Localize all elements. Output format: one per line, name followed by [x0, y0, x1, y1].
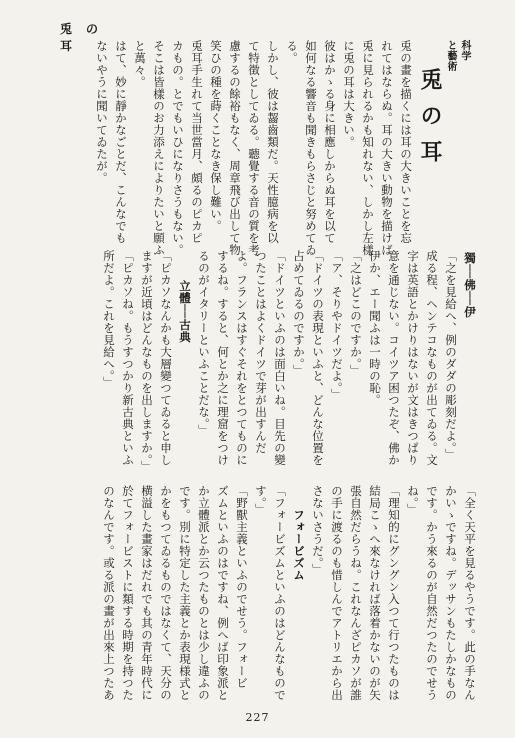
text-column: 「之はどこのですか。」: [349, 250, 363, 377]
page-number: 227: [245, 711, 270, 724]
section-label-2: と藝術: [445, 40, 456, 72]
text-column: と萬々。: [133, 40, 147, 88]
text-column: ますが近頃はどんなものを出しますか。」: [140, 250, 154, 473]
subheading-cubism-classic: 立體──古典: [178, 280, 192, 343]
article-title: 兎の耳: [417, 68, 443, 176]
text-column: 兎の畫を描くには耳の大きいことを忘: [399, 40, 413, 244]
subheading-fauvism: フォービズム: [292, 509, 306, 581]
text-column: す。」: [254, 485, 268, 516]
section-label: 科学: [459, 40, 470, 61]
text-column: 於てフォービストに類する時期を持つた: [121, 485, 135, 701]
text-column: 慮するの餘裕もなく、周章飛び出して物: [228, 40, 242, 256]
text-column: 如何なる響音も聞きもらさじと努めてゐ: [304, 40, 318, 256]
text-column: しかし、彼は齧齒類だ。天性臆病を以: [266, 40, 280, 244]
text-column: です。かう來るのが自然だつたのでせう: [425, 485, 439, 701]
text-column: よ。フランスはすぐそれをとつてものに: [235, 250, 249, 466]
text-column: そこは皆樣のお力添えによりたいと願ふ: [152, 40, 166, 256]
band-top: [0, 40, 515, 256]
band-top-columns: [88, 40, 470, 256]
text-column: 「フォービズムといふのはどんなもので: [273, 485, 287, 701]
text-column: 所だよ。これを見給へ。」: [102, 250, 116, 389]
text-column: ね。」: [406, 485, 420, 516]
text-column: するね。すると、何とか之に理窟をつけ: [216, 250, 230, 466]
text-column: かをもつてゐるものではなくて、天分の: [159, 485, 173, 701]
text-column: ズムといふのはですね、例へば印象派と: [216, 485, 230, 701]
text-column: 「之を見給へ、例のダダの彫刻だよ。」: [444, 250, 458, 461]
text-column: かいゝですね。デッサンもたしかなもの: [444, 485, 458, 701]
text-column: 字は英語とかけりはないが文はきつぱり: [406, 250, 420, 466]
text-column: 成る程、ヘンテコなものが出てゐる。文: [425, 250, 439, 466]
text-column: 兎に見られるかも知れない、しかし左樣: [361, 40, 375, 256]
text-column: る。: [285, 40, 299, 64]
text-column: れてはならぬ。耳の大きい動物を描けば: [380, 40, 394, 256]
text-column: 張自然だらうね。これなんざピカソが誰: [349, 485, 363, 701]
text-column: 「ア、そりやドイツだよ。」: [330, 250, 344, 401]
subheading-countries: 獨──佛──伊: [463, 252, 477, 318]
text-column: 意を通じない。コイツア困つたぞ、佛か: [387, 250, 401, 466]
text-column: ないやうに聞いてゐたが。: [95, 40, 109, 184]
band-middle: [0, 250, 515, 475]
text-column: 伊か、エー聞ふは一時の恥。: [368, 250, 382, 406]
text-column: 「ピカソなんかも大層變つてゐると申し: [159, 250, 173, 466]
text-column: 「理知的にグングン入つて行つたものは: [387, 485, 401, 701]
text-column: 結局こゝへ來なければ落着かないのが矢: [368, 485, 382, 701]
text-column: 笑ひの種を蒔くことなき保し難い。: [209, 40, 223, 232]
text-column: 「野獸主義といふのでせう。フォービ: [235, 485, 249, 689]
text-column: て特徴としてゐる。聽覺する音の質を考: [247, 40, 261, 256]
text-column: に兎の耳は大きい。: [342, 40, 356, 148]
text-column: 「ピカソね。もうすつかり新古典といふ: [121, 250, 135, 466]
band-bottom-columns: [95, 485, 475, 700]
text-column: つたことはよくドイツで芽が出すんだ: [254, 250, 268, 454]
text-column: 「ドイツの表現といふと、どんな位置を: [311, 250, 325, 466]
text-column: 「全く天平を見るやうです。此の手なん: [463, 485, 477, 701]
text-column: さないさうだ。」: [311, 485, 325, 576]
band-middle-columns: [95, 250, 475, 475]
text-column: 彼はかゝる身に相應しからぬ耳を以て: [323, 40, 337, 244]
text-column: です。別に特定した主義とか表現様式と: [178, 485, 192, 701]
text-column: るのがイタリーといふことだな。」: [197, 250, 211, 437]
text-column: 兎耳手生れて当世當月、頗るのピカピ: [190, 40, 204, 244]
text-column: はて、妙に靜かなごとだ、こんなでも: [114, 40, 128, 244]
text-column: カもの。とでもいひになりさうもない。: [171, 40, 185, 256]
text-column: か立體派とか云つたものとは少し違ふの: [197, 485, 211, 701]
text-column: の手に渡るのも惜しんでアトリエから出: [330, 485, 344, 701]
band-bottom: [0, 485, 515, 700]
running-head: 兎の耳: [60, 22, 113, 53]
text-column: のなんです。或る派の畫が出來上つたあ: [102, 485, 116, 701]
text-column: 横溢した畫家はだれでも其の青年時代に: [140, 485, 154, 701]
text-column: 占めてゐるのですか。」: [292, 250, 306, 377]
text-column: 「ドイツといふのは面白いね。目先の變: [273, 250, 287, 466]
